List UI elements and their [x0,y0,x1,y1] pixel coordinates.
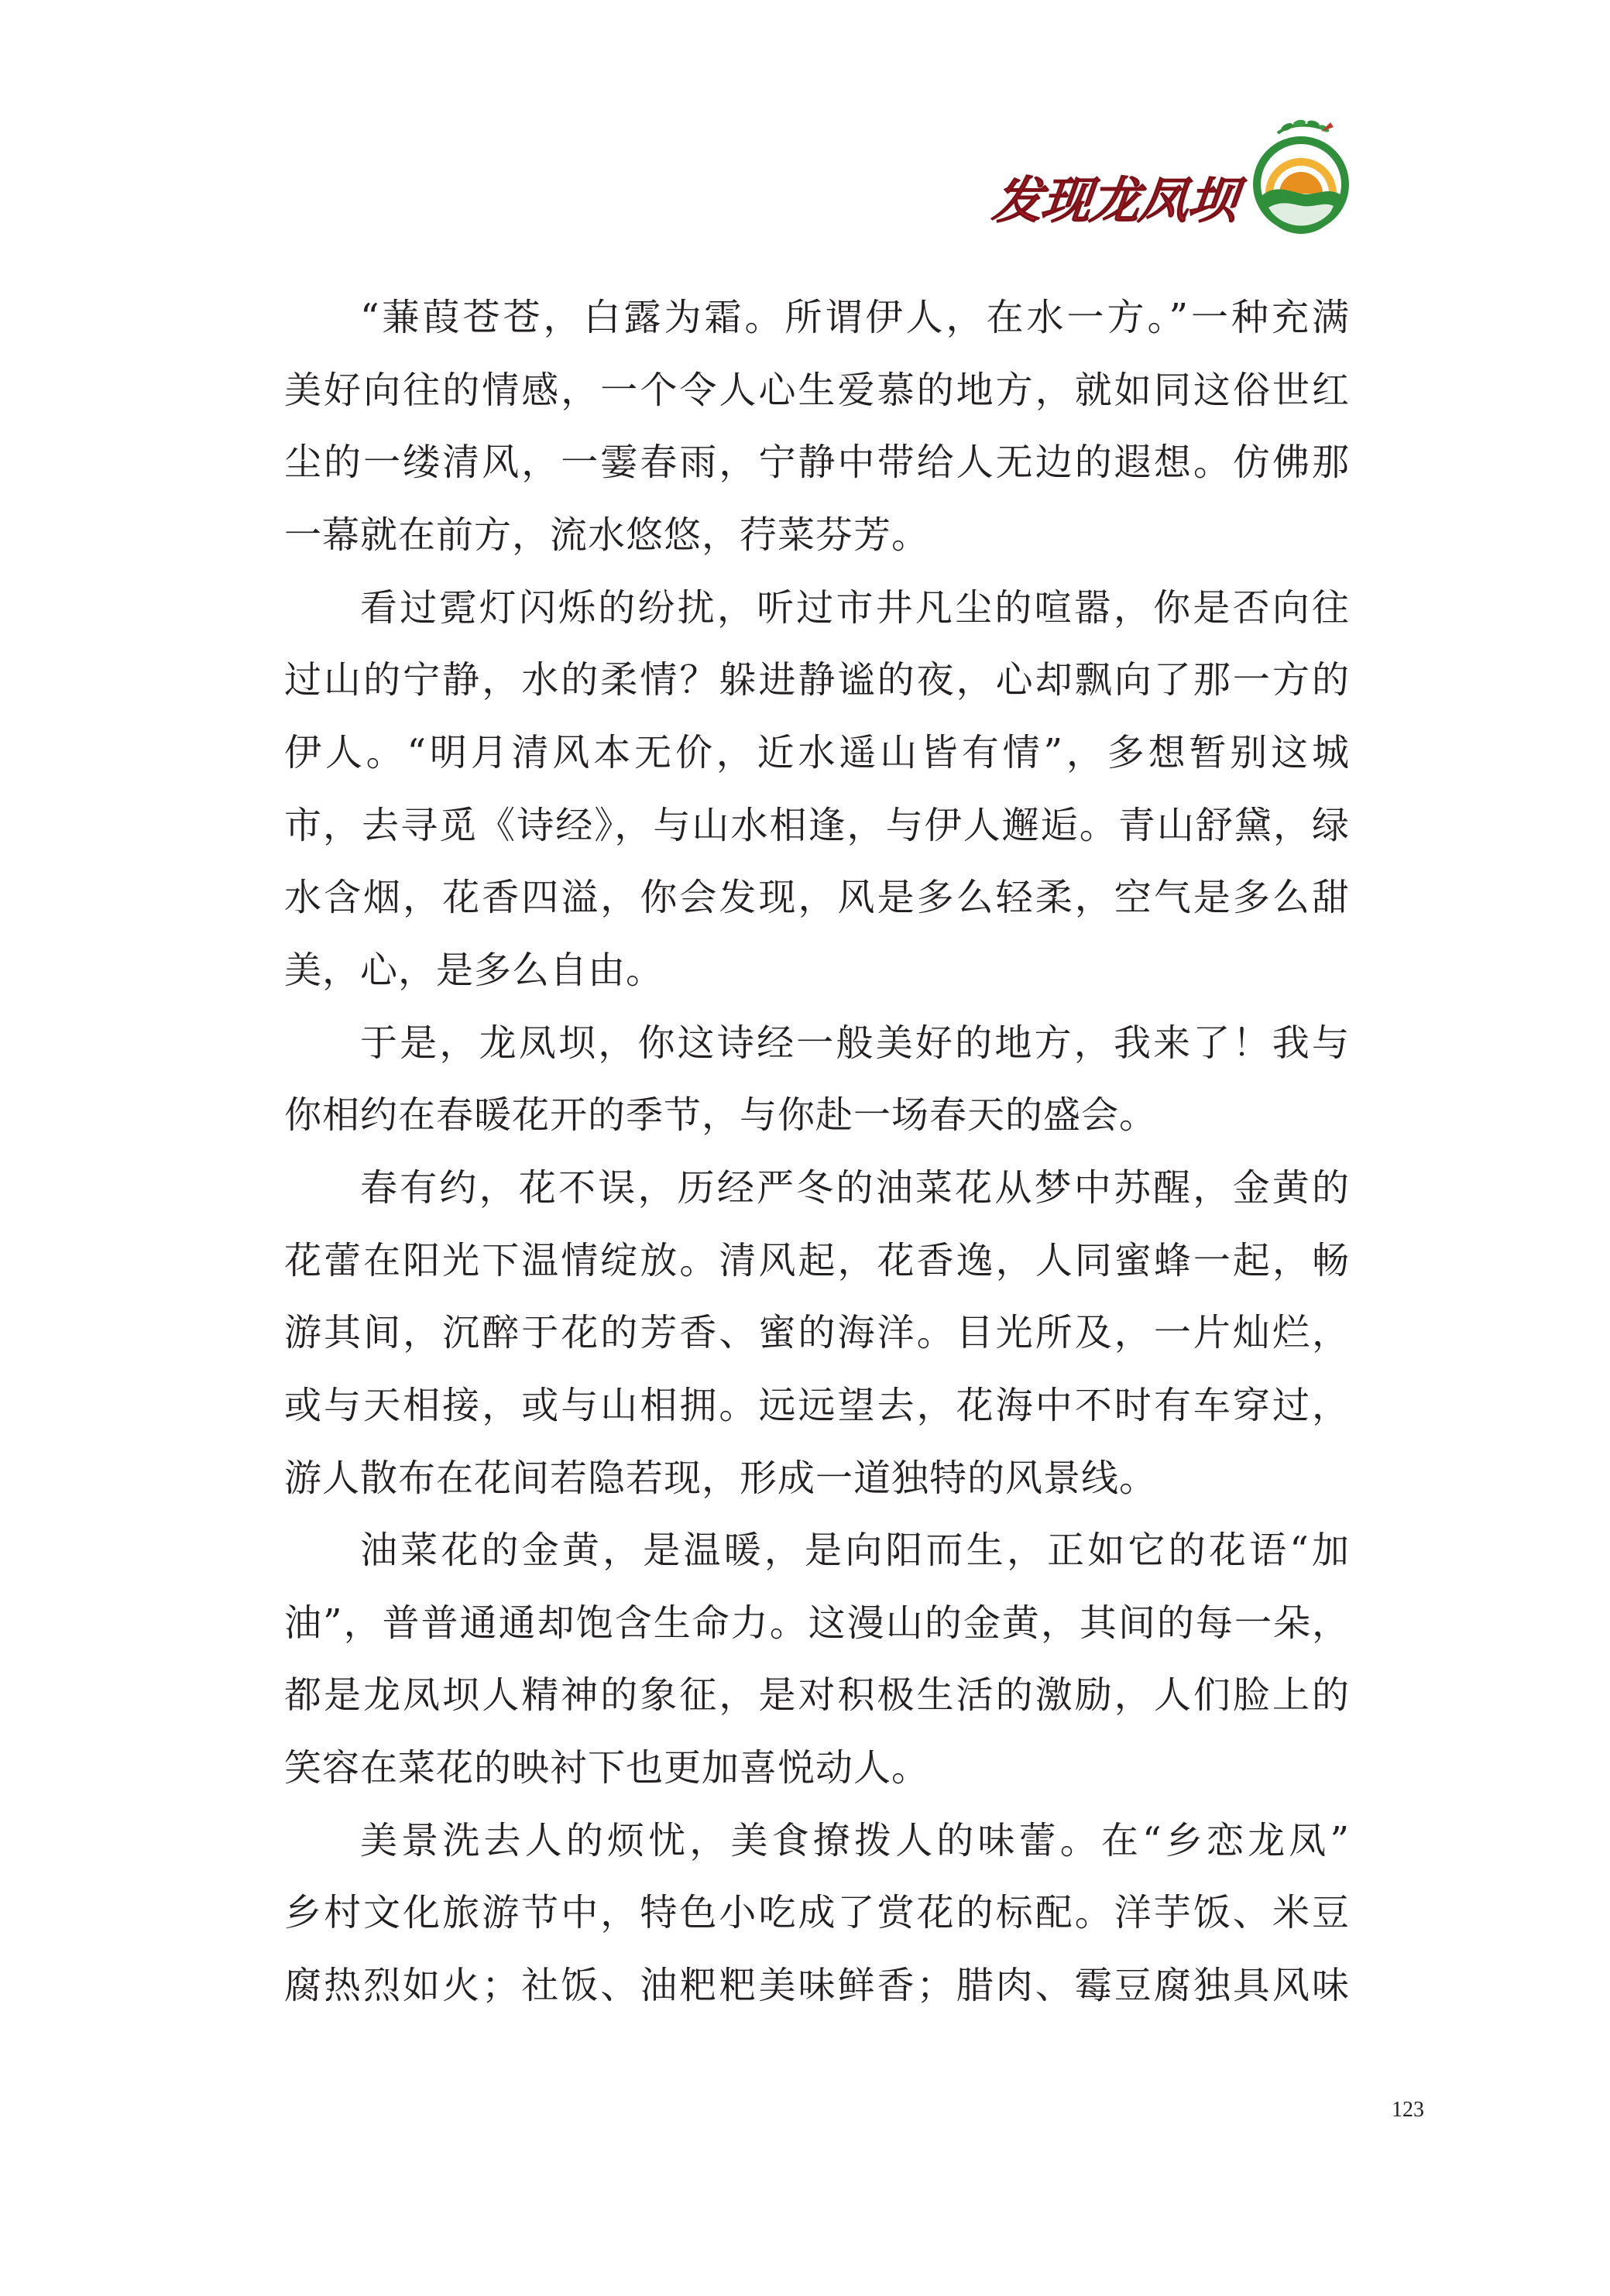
text-line: 腐热烈如火；社饭、油粑粑美味鲜香；腊肉、霉豆腐独具风味 [284,1964,1349,2008]
text-line: 水含烟，花香四溢，你会发现，风是多么轻柔，空气是多么甜 [284,876,1349,920]
emblem-graphic [1247,116,1355,240]
article-body [284,282,1349,2023]
text-line: 看过霓灯闪烁的纷扰，听过市井凡尘的喧嚣，你是否向往 [360,585,1349,630]
text-line: 都是龙凤坝人精神的象征，是对积极生活的激励，人们脸上的 [284,1673,1349,1718]
text-line: 过山的宁静，水的柔情？躲进静谧的夜，心却飘向了那一方的 [284,658,1349,702]
text-line: 一幕就在前方，流水悠悠，荇菜芬芳。 [284,513,930,557]
text-line: “蒹葭苍苍，白露为霜。所谓伊人，在水一方。”一种充满 [360,296,1349,339]
text-line: 油”，普普通通却饱含生命力。这漫山的金黄，其间的每一朵， [284,1601,1349,1645]
text-line: 伊人。“明月清风本无价，近水遥山皆有情”，多想暂别这城 [284,730,1349,774]
text-line: 游人散布在花间若隐若现，形成一道独特的风景线。 [284,1456,1158,1500]
text-line: 或与天相接，或与山相拥。远远望去，花海中不时有车穿过， [284,1383,1349,1427]
text-line: 油菜花的金黄，是温暖，是向阳而生，正如它的花语“加 [360,1529,1349,1573]
text-line: 美，心，是多么自由。 [284,948,664,992]
logo-text: 发现龙凤坝 [990,172,1240,230]
emblem-branch-decoration [1278,119,1334,134]
text-line: 市，去寻觅《诗经》，与山水相逢，与伊人邂逅。青山舒黛，绿 [284,803,1349,847]
text-line: 尘的一缕清风，一霎春雨，宁静中带给人无边的遐想。仿佛那 [284,441,1349,485]
text-line: 笑容在菜花的映衬下也更加喜悦动人。 [284,1746,930,1790]
text-line: 乡村文化旅游节中，特色小吃成了赏花的标配。洋芋饭、米豆 [284,1891,1349,1935]
text-line: 花蕾在阳光下温情绽放。清风起，花香逸，人同蜜蜂一起，畅 [284,1238,1349,1282]
longfengba-emblem-icon [1247,116,1355,240]
page-number: 123 [1392,2098,1424,2122]
text-line: 于是，龙凤坝，你这诗经一般美好的地方，我来了！我与 [360,1021,1349,1065]
text-line: 游其间，沉醉于花的芳香、蜜的海洋。目光所及，一片灿烂， [284,1311,1349,1355]
text-line: 美好向往的情感，一个令人心生爱慕的地方，就如同这俗世红 [284,368,1349,412]
text-line: 春有约，花不误，历经严冬的油菜花从梦中苏醒，金黄的 [360,1165,1349,1210]
text-line: 美景洗去人的烦忧，美食撩拨人的味蕾。在“乡恋龙凤” [360,1818,1349,1862]
text-line: 你相约在春暖花开的季节，与你赴一场春天的盛会。 [284,1093,1158,1138]
